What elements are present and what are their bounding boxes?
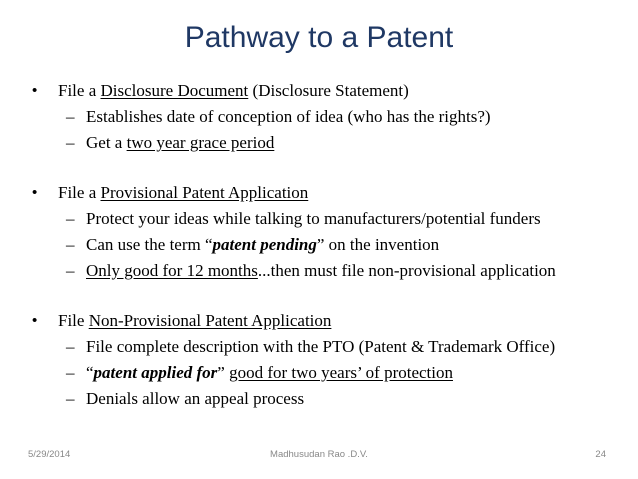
twelve-months-term: Only good for 12 months (86, 261, 258, 280)
disclosure-document-term: Disclosure Document (100, 81, 249, 100)
non-provisional-application-term: Non-Provisional Patent Application (88, 311, 332, 330)
dash-glyph: – (66, 261, 75, 280)
footer-date: 5/29/2014 (28, 449, 71, 460)
dash-glyph: – (66, 363, 75, 382)
provisional-application-term: Provisional Patent Application (100, 183, 309, 202)
bullet-provisional-application: File a Provisional Patent Application (58, 183, 309, 202)
patent-applied-for-term: patent applied for (93, 363, 218, 382)
sub-bullet-protect-ideas: Protect your ideas while talking to manufacturers/potential funders (86, 209, 541, 228)
dash-glyph: – (66, 209, 75, 228)
sub-bullet-twelve-months: Only good for 12 months...then must file non-provisional application (86, 261, 556, 280)
patent-pending-term: patent pending (212, 235, 317, 254)
sub-bullet-grace-period: Get a two year grace period (86, 133, 275, 152)
sub-bullet-patent-pending: Can use the term “patent pending” on the invention (86, 235, 440, 254)
slide-title: Pathway to a Patent (184, 21, 454, 54)
dash-glyph: – (66, 389, 75, 408)
dash-glyph: – (66, 337, 75, 356)
bullet-glyph: • (32, 184, 38, 201)
sub-bullet-pto-description: File complete description with the PTO (Patent & Trademark Office) (86, 337, 556, 356)
sub-bullet-conception-date: Establishes date of conception of idea (who has the rights?) (86, 107, 491, 126)
two-years-protection-term: good for two years’ of protection (229, 363, 453, 382)
footer-page-number: 24 (595, 449, 606, 460)
sub-bullet-appeal-process: Denials allow an appeal process (86, 389, 305, 408)
dash-glyph: – (66, 235, 75, 254)
bullet-disclosure-document: File a Disclosure Document (Disclosure Statement) (58, 81, 409, 100)
grace-period-term: two year grace period (126, 133, 275, 152)
bullet-non-provisional-application: File Non-Provisional Patent Application (58, 311, 332, 330)
bullet-glyph: • (32, 82, 38, 99)
footer-author: Madhusudan Rao .D.V. (270, 449, 368, 460)
dash-glyph: – (66, 107, 75, 126)
dash-glyph: – (66, 133, 75, 152)
sub-bullet-patent-applied-for: “patent applied for” good for two years’ of protection (86, 363, 453, 382)
bullet-glyph: • (32, 312, 38, 329)
